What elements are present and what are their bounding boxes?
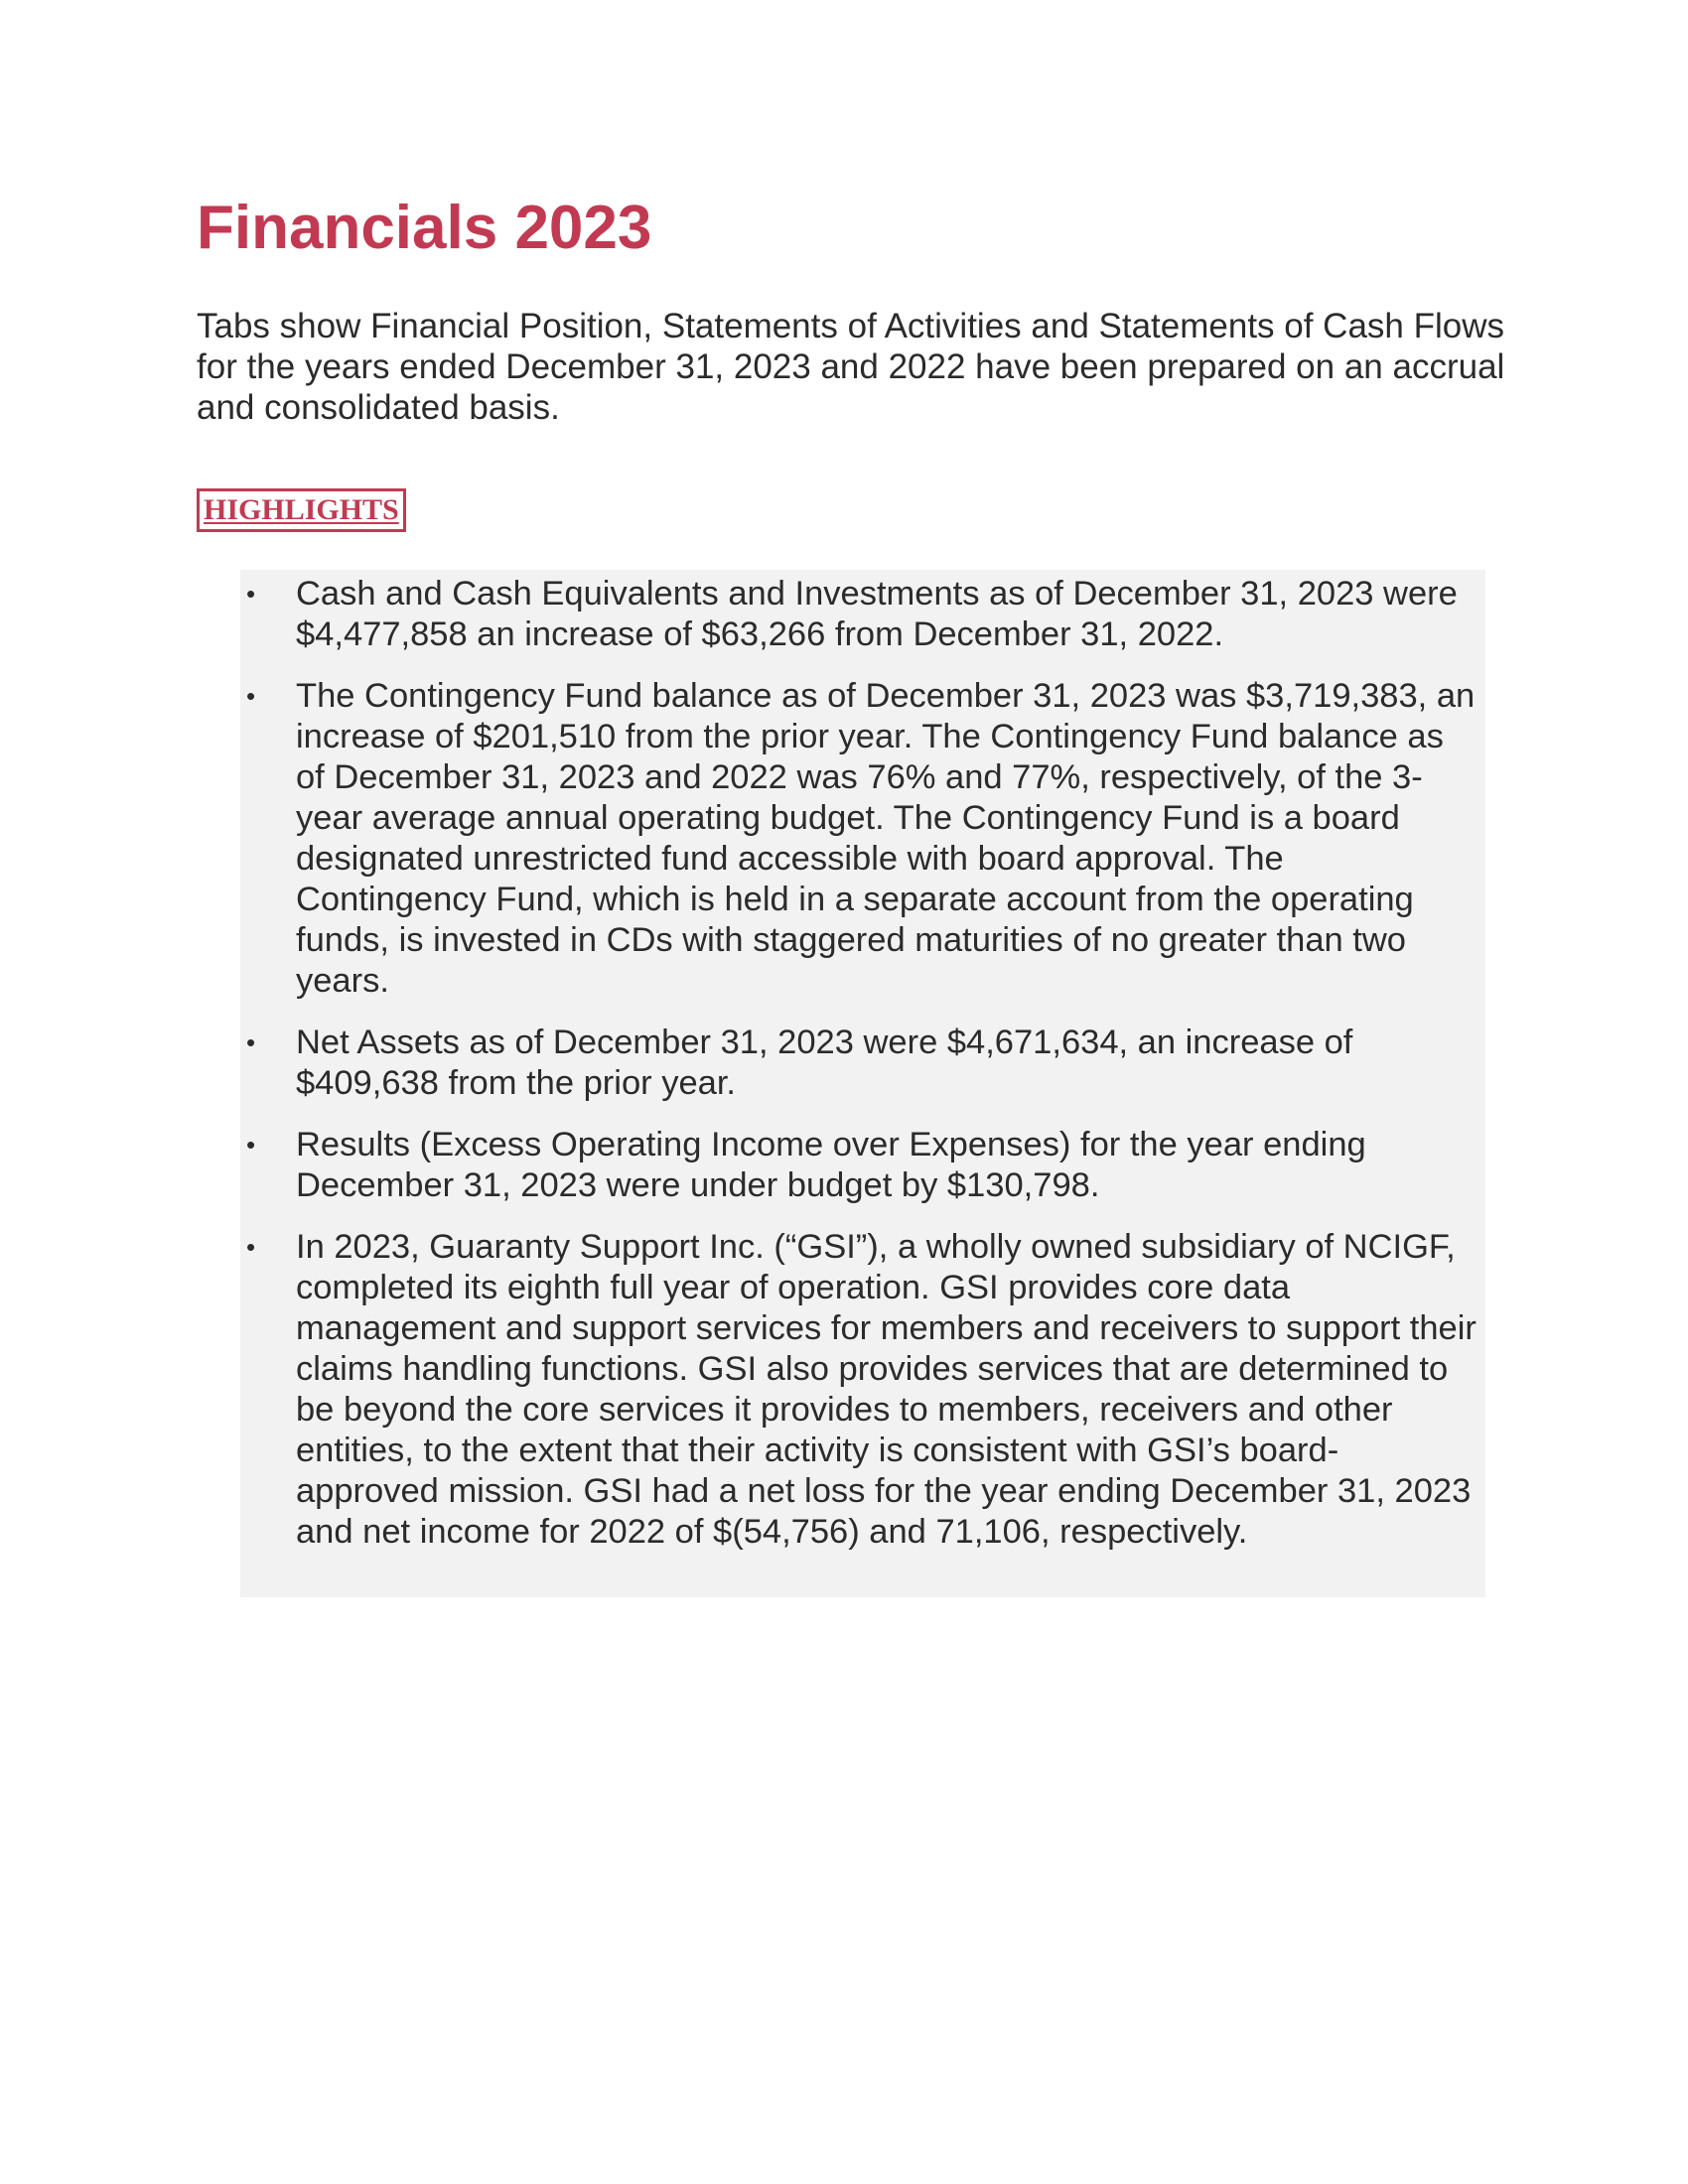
intro-paragraph: Tabs show Financial Position, Statements of Activities and Statements of Cash Flows for the years ended December 31, 2023 and 2022 have been prepared on an accrual and consolidated basis.	[197, 307, 1505, 427]
list-item	[240, 574, 1485, 655]
list-item	[240, 1227, 1485, 1553]
list-item	[240, 676, 1485, 1002]
highlight-text-contingency-fund: The Contingency Fund balance as of December 31, 2023 was $3,719,383, an increase of $201,510 from the prior year. The Contingency Fund balance as of December 31, 2023 and 2022 was 76% and 77%, respectively, of the 3-year average annual operating budget. The Contingency Fund is a board designated unrestricted fund accessible with board approval. The Contingency Fund, which is held in a separate account from the operating funds, is invested in CDs with staggered maturities of no greater than two years.	[296, 677, 1476, 1000]
highlight-text-gsi: In 2023, Guaranty Support Inc. (“GSI”), a wholly owned subsidiary of NCIGF, completed its eighth full year of operation. GSI provides core data management and support services for members and receivers to support their claims handling functions. GSI also provides services that are determined to be beyond the core services it provides to members, receivers and other entities, to the extent that their activity is consistent with GSI’s board-approved mission. GSI had a net loss for the year ending December 31, 2023 and net income for 2022 of $(54,756) and 71,106, respectively.	[296, 1228, 1477, 1551]
highlight-text-cash: Cash and Cash Equivalents and Investments as of December 31, 2023 were $4,477,858 an increase of $63,266 from December 31, 2022.	[296, 575, 1458, 653]
bullet-icon: •	[246, 681, 256, 711]
list-item	[240, 1125, 1485, 1206]
page-title: Financials 2023	[197, 194, 652, 262]
highlights-panel	[240, 570, 1485, 1597]
list-item	[240, 1023, 1485, 1104]
highlight-text-net-assets: Net Assets as of December 31, 2023 were $4,671,634, an increase of $409,638 from the prior year.	[296, 1024, 1353, 1102]
bullet-icon: •	[246, 1130, 256, 1160]
highlight-text-results: Results (Excess Operating Income over Expenses) for the year ending December 31, 2023 were under budget by $130,798.	[296, 1126, 1366, 1204]
highlights-heading[interactable]: HIGHLIGHTS	[197, 488, 406, 532]
bullet-icon: •	[246, 1027, 256, 1057]
highlights-list	[240, 574, 1485, 1553]
bullet-icon: •	[246, 1232, 256, 1262]
bullet-icon: •	[246, 579, 256, 609]
